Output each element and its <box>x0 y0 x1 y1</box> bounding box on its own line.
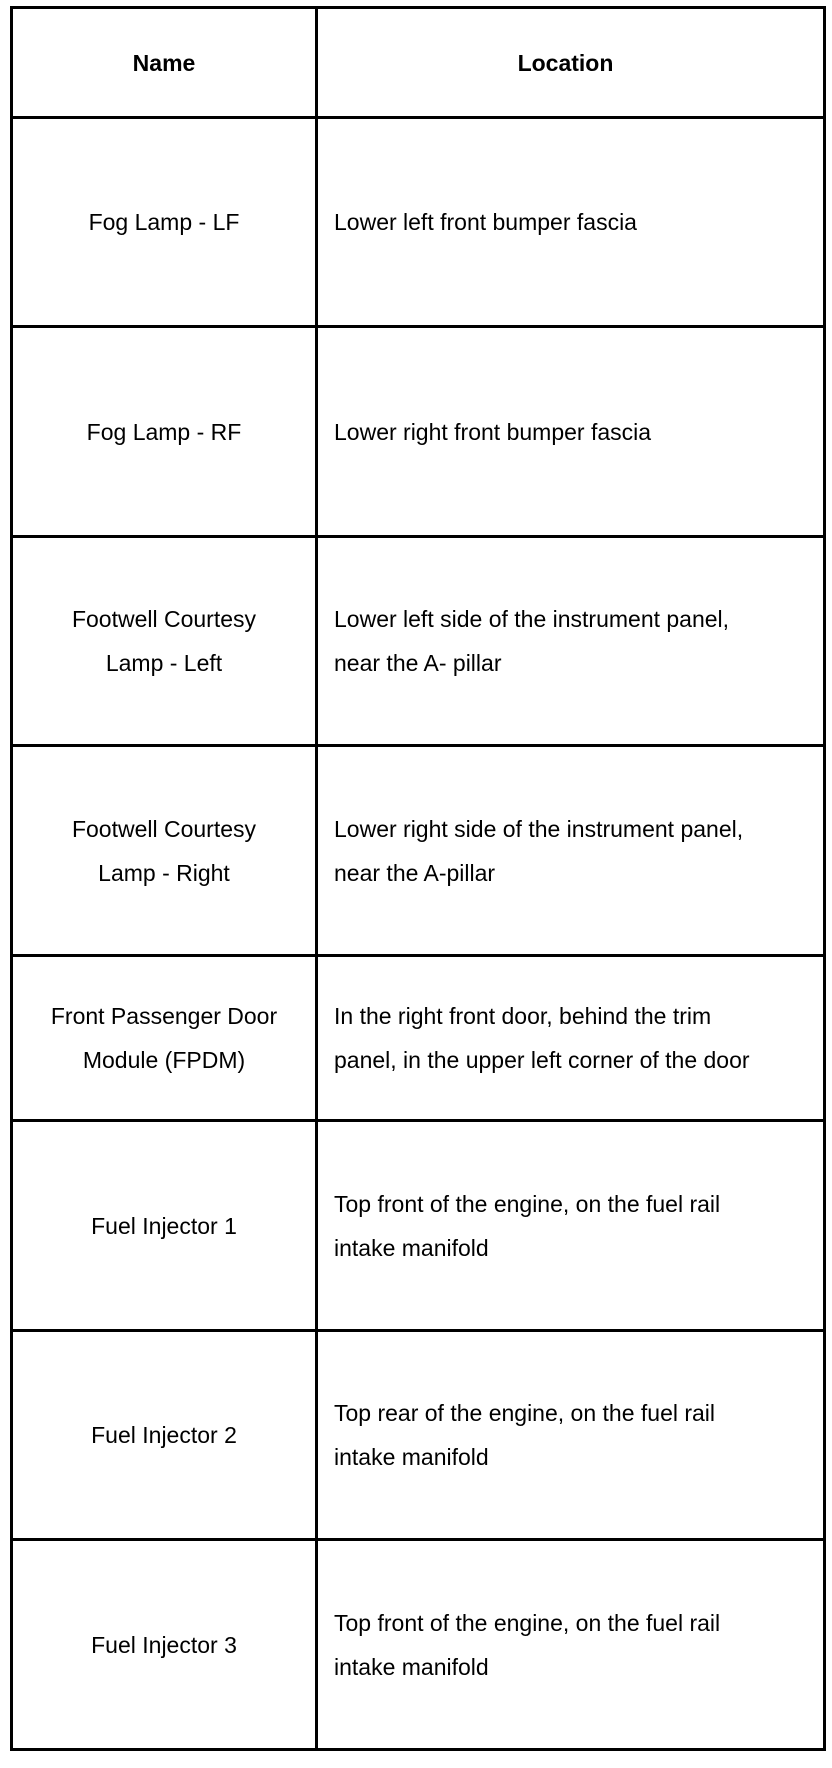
row-name: Front Passenger Door Module (FPDM) <box>50 1003 278 1074</box>
table-row <box>12 1540 825 1750</box>
row-location: In the right front door, behind the trim panel, in the upper left corner of the door <box>334 1003 750 1074</box>
table-row <box>12 1121 825 1330</box>
table-row <box>12 1330 825 1539</box>
row-location: Lower left side of the instrument panel, near the A- pillar <box>334 606 730 677</box>
table-row <box>12 746 825 955</box>
header-row <box>12 8 825 118</box>
row-location: Top front of the engine, on the fuel rail intake manifold <box>334 1609 721 1680</box>
row-name: Fog Lamp - LF <box>88 209 240 236</box>
row-name: Fuel Injector 1 <box>91 1212 237 1239</box>
row-location: Lower right front bumper fascia <box>334 418 652 445</box>
component-location-table <box>10 6 826 1751</box>
header-location: Location <box>317 8 825 118</box>
table-row <box>12 536 825 745</box>
row-name: Fuel Injector 3 <box>91 1631 237 1658</box>
row-location: Lower right side of the instrument panel, near the A-pillar <box>334 815 744 886</box>
row-location: Lower left front bumper fascia <box>334 209 637 236</box>
row-name: Fog Lamp - RF <box>86 418 242 445</box>
table-row <box>12 118 825 327</box>
table-row <box>12 955 825 1121</box>
table-row <box>12 327 825 536</box>
row-location: Top rear of the engine, on the fuel rail intake manifold <box>334 1400 716 1471</box>
row-location: Top front of the engine, on the fuel rail intake manifold <box>334 1190 721 1261</box>
row-name: Footwell Courtesy Lamp - Right <box>71 815 257 886</box>
row-name: Footwell Courtesy Lamp - Left <box>71 606 257 677</box>
header-name: Name <box>12 8 317 118</box>
row-name: Fuel Injector 2 <box>91 1422 237 1449</box>
